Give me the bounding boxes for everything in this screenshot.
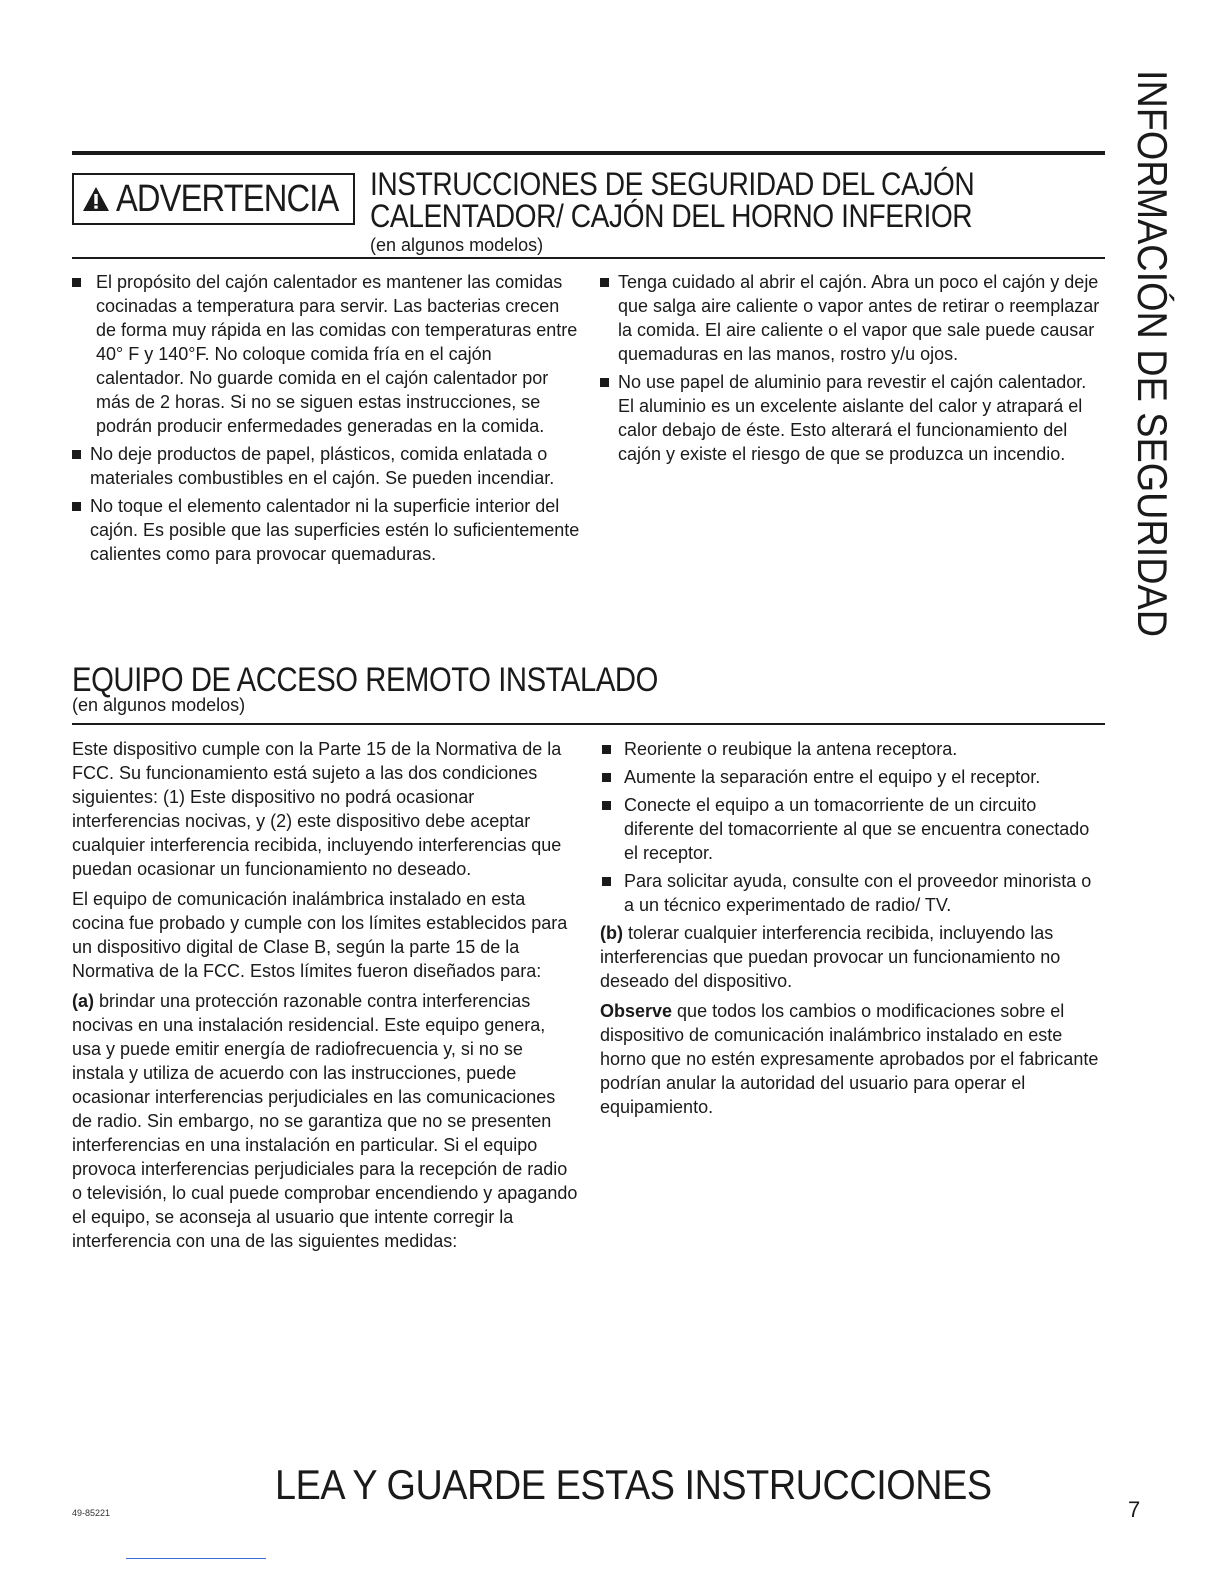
list-item <box>600 370 1105 466</box>
remote-bullet-text: Conecte el equipo a un tomacorriente de un circuito diferente del tomacorriente al que se encuentra conectado el receptor. <box>624 795 1090 863</box>
warning-bullet-text: El propósito del cajón calentador es mantener las comidas cocinadas a temperatura para servir. Las bacterias crecen de forma muy rápida en las comidas con temperaturas entre 40° F y 140°F. No coloque comida fría en el cajón calentador. No guarde comida en el cajón calentador por más de 2 horas. Si no se siguen estas instrucciones, se podrán producir enfermedades generadas en la comida. <box>96 272 578 436</box>
list-item <box>72 442 582 490</box>
footer-link-underline <box>126 1558 266 1559</box>
warning-right-column <box>600 270 1105 470</box>
warning-subtitle: (en algunos modelos) <box>370 235 544 255</box>
warning-bullet-text: Tenga cuidado al abrir el cajón. Abra un poco el cajón y deje que salga aire caliente o vapor antes de retirar o reemplazar la comida. El aire caliente o el vapor que sale puede causar quemaduras en las manos, rostro y/u ojos. <box>618 272 1100 364</box>
paragraph-a-label: (a) <box>72 991 94 1011</box>
remote-paragraph-a <box>72 989 578 1253</box>
remote-bullet-text: Reoriente o reubique la antena receptora. <box>624 739 958 759</box>
side-section-tab <box>1122 70 1182 638</box>
list-item <box>600 270 1105 366</box>
paragraph-b-text: tolerar cualquier interferencia recibida, incluyendo las interferencias que puedan provocar un funcionamiento no deseado del dispositivo. <box>600 923 1061 991</box>
remote-section-rule <box>72 723 1105 725</box>
remote-paragraph-1: Este dispositivo cumple con la Parte 15 de la Normativa de la FCC. Su funcionamiento está sujeto a las dos condiciones siguientes: (1) Este dispositivo no podrá ocasionar interferencias nocivas, y (2) este dispositivo debe aceptar cualquier interferencia recibida, incluyendo interferencias que puedan ocasionar un funcionamiento no deseado. <box>72 739 562 879</box>
warning-title-block <box>370 168 1090 256</box>
warning-title-line-1: INSTRUCCIONES DE SEGURIDAD DEL CAJÓN <box>370 166 975 202</box>
list-item <box>72 270 582 438</box>
list-item <box>600 793 1105 865</box>
remote-section-title: EQUIPO DE ACCESO REMOTO INSTALADO <box>72 661 658 699</box>
document-code: 49-85221 <box>72 1508 111 1518</box>
remote-bullet-text: Aumente la separación entre el equipo y el receptor. <box>624 767 1041 787</box>
observe-text: que todos los cambios o modificaciones sobre el dispositivo de comunicación inalámbrico instalado en este horno que no estén expresamente aprobados por el fabricante podrían anular la autoridad del usuario para operar el equipamiento. <box>600 1001 1099 1117</box>
side-section-label: INFORMACIÓN DE SEGURIDAD <box>1129 70 1176 638</box>
observe-label: Observe <box>600 1001 673 1021</box>
warning-bullet-text: No use papel de aluminio para revestir el cajón calentador. El aluminio es un excelente aislante del calor y atrapará el calor debajo de éste. Esto alterará el funcionamiento del cajón y existe el riesgo de que se produzca un incendio. <box>618 372 1087 464</box>
list-item <box>600 765 1105 789</box>
remote-paragraph-b <box>600 921 1105 993</box>
warning-section-rule <box>72 257 1105 259</box>
warning-badge <box>72 173 355 225</box>
paragraph-b-label: (b) <box>600 923 623 943</box>
warning-title-line-2: CALENTADOR/ CAJÓN DEL HORNO INFERIOR <box>370 198 973 234</box>
paragraph-a-text: brindar una protección razonable contra interferencias nocivas en una instalación residencial. Este equipo genera, usa y puede emitir energía de radiofrecuencia y, si no se instala y utiliza de acuerdo con las instrucciones, puede ocasionar interferencias perjudiciales en las comunicaciones de radio. Sin embargo, no se garantiza que no se presenten interferencias en una instalación en particular. Si el equipo provoca interferencias perjudiciales para la recepción de radio o televisión, lo cual puede comprobar encendiendo y apagando el equipo, se aconseja al usuario que intente corregir la interferencia con una de las siguientes medidas: <box>72 991 578 1251</box>
list-item <box>600 869 1105 917</box>
list-item <box>72 494 582 566</box>
top-rule <box>72 151 1105 155</box>
remote-left-column <box>72 737 578 1259</box>
warning-left-column <box>72 270 582 570</box>
remote-bullet-text: Para solicitar ayuda, consulte con el proveedor minorista o a un técnico experimentado de radio/ TV. <box>624 871 1092 915</box>
list-item <box>600 737 1105 761</box>
footer-title: LEA Y GUARDE ESTAS INSTRUCCIONES <box>275 1461 992 1508</box>
warning-bullet-text: No toque el elemento calentador ni la superficie interior del cajón. Es posible que las superficies estén lo suficientemente calientes como para provocar quemaduras. <box>90 496 580 564</box>
remote-paragraph-2: El equipo de comunicación inalámbrica instalado en esta cocina fue probado y cumple con los límites establecidos para un dispositivo digital de Clase B, según la parte 15 de la Normativa de la FCC. Estos límites fueron diseñados para: <box>72 889 568 981</box>
remote-right-column <box>600 737 1105 1125</box>
warning-triangle-icon <box>82 185 110 213</box>
warning-label: ADVERTENCIA <box>116 177 339 220</box>
page-number: 7 <box>1128 1497 1141 1522</box>
remote-section-subtitle: (en algunos modelos) <box>72 695 246 715</box>
remote-paragraph-observe <box>600 999 1105 1119</box>
warning-bullet-text: No deje productos de papel, plásticos, comida enlatada o materiales combustibles en el cajón. Se pueden incendiar. <box>90 444 555 488</box>
